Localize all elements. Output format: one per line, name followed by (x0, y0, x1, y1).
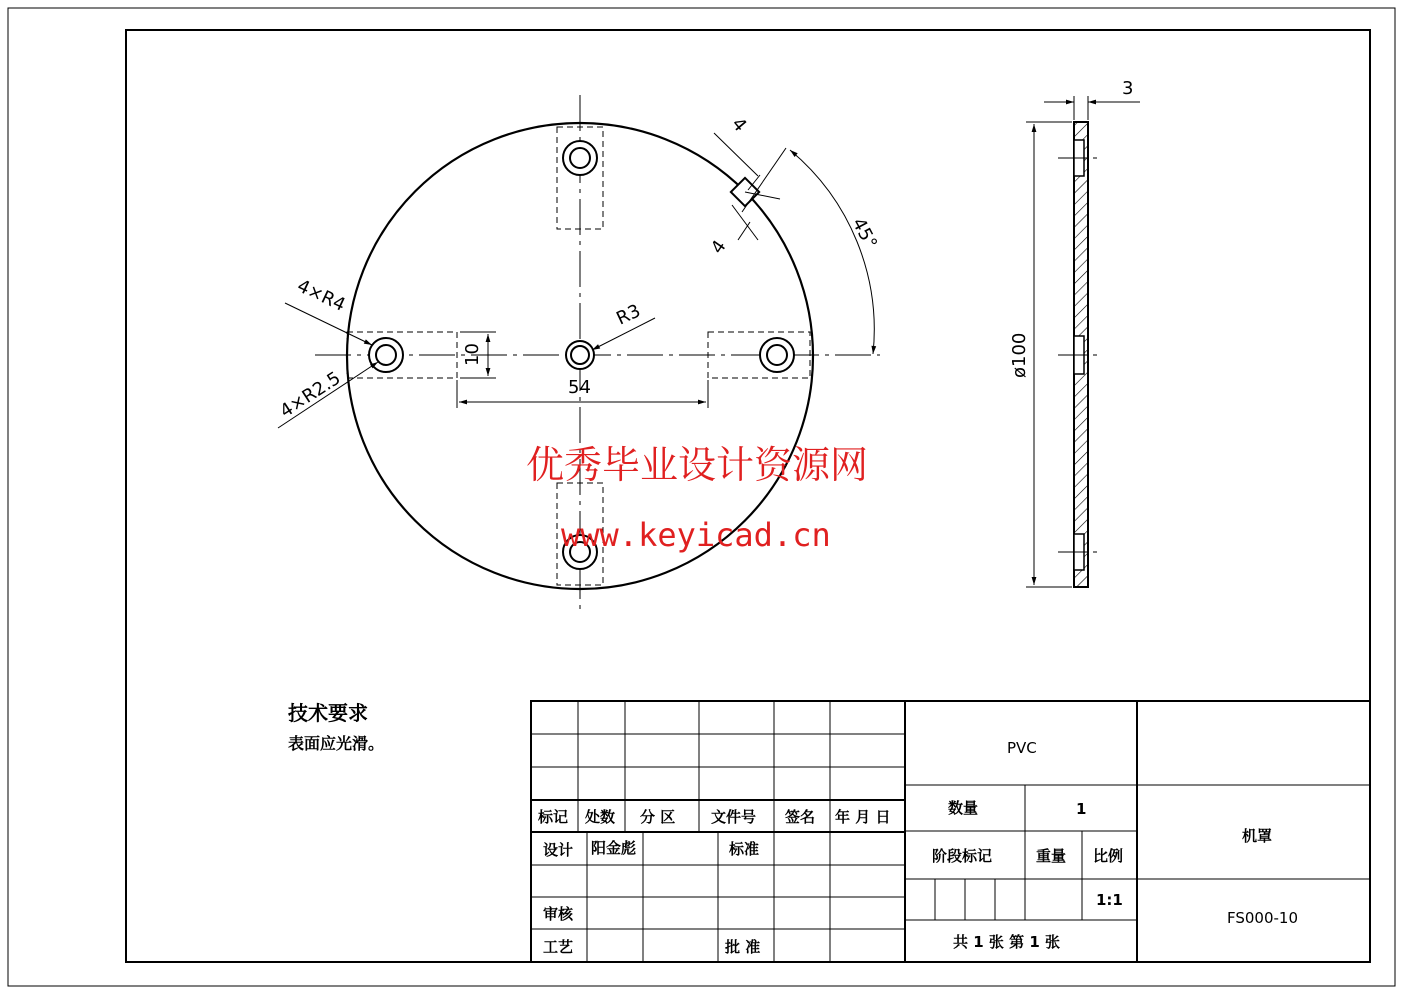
hdr-signature: 签名 (785, 808, 816, 826)
watermark-title: 优秀毕业设计资源网 (526, 443, 869, 487)
stage-label: 阶段标记 (932, 847, 993, 865)
review-label: 审核 (543, 905, 574, 923)
dim-notch-b: 4 (706, 236, 731, 258)
hdr-doc-no: 文件号 (711, 808, 757, 826)
dim-slot-width: 10 (462, 343, 483, 366)
dim-notch-a: 4 (727, 113, 751, 136)
drawing-number: FS000-10 (1227, 909, 1299, 927)
quantity-value: 1 (1076, 800, 1087, 818)
design-label: 设计 (543, 841, 574, 859)
quantity-label: 数量 (948, 799, 979, 817)
hdr-count: 处数 (585, 808, 616, 826)
approve-label: 批 准 (725, 938, 761, 956)
title-block-text (537, 739, 1298, 956)
designer-name: 阳金彪 (591, 839, 637, 857)
notes-body: 表面应光滑。 (288, 734, 385, 753)
hole-top-inner (570, 148, 590, 168)
weight-label: 重量 (1036, 847, 1067, 865)
dim-hole-spacing: 54 (568, 377, 591, 398)
dim-arc-angle (790, 150, 874, 354)
side-view (1009, 78, 1140, 587)
hdr-mark: 标记 (538, 808, 569, 826)
scale-label: 比例 (1093, 847, 1124, 865)
hole-left-inner (376, 345, 396, 365)
hole-right-inner (767, 345, 787, 365)
process-label: 工艺 (543, 938, 574, 956)
sheet-count: 共 1 张 第 1 张 (953, 933, 1060, 951)
dim-thickness: 3 (1122, 78, 1134, 99)
notes-heading: 技术要求 (288, 701, 368, 725)
dim-diameter: ø100 (1009, 332, 1030, 378)
center-hole-inner (571, 346, 589, 364)
standard-label: 标准 (729, 840, 760, 858)
dim-notch-angle: 45° (847, 214, 882, 253)
hdr-date: 年 月 日 (835, 808, 891, 826)
outer-border (8, 8, 1395, 986)
scale-value: 1:1 (1096, 891, 1123, 909)
part-name: 机罩 (1242, 827, 1273, 845)
dim-hole-inner: 4×R2.5 (276, 367, 345, 423)
material: PVC (1007, 739, 1037, 757)
hdr-zone: 分 区 (640, 808, 676, 826)
watermark-url: www.keyicad.cn (561, 516, 831, 554)
dim-center-radius: R3 (613, 300, 644, 330)
dim-hole-outer: 4×R4 (293, 275, 349, 316)
